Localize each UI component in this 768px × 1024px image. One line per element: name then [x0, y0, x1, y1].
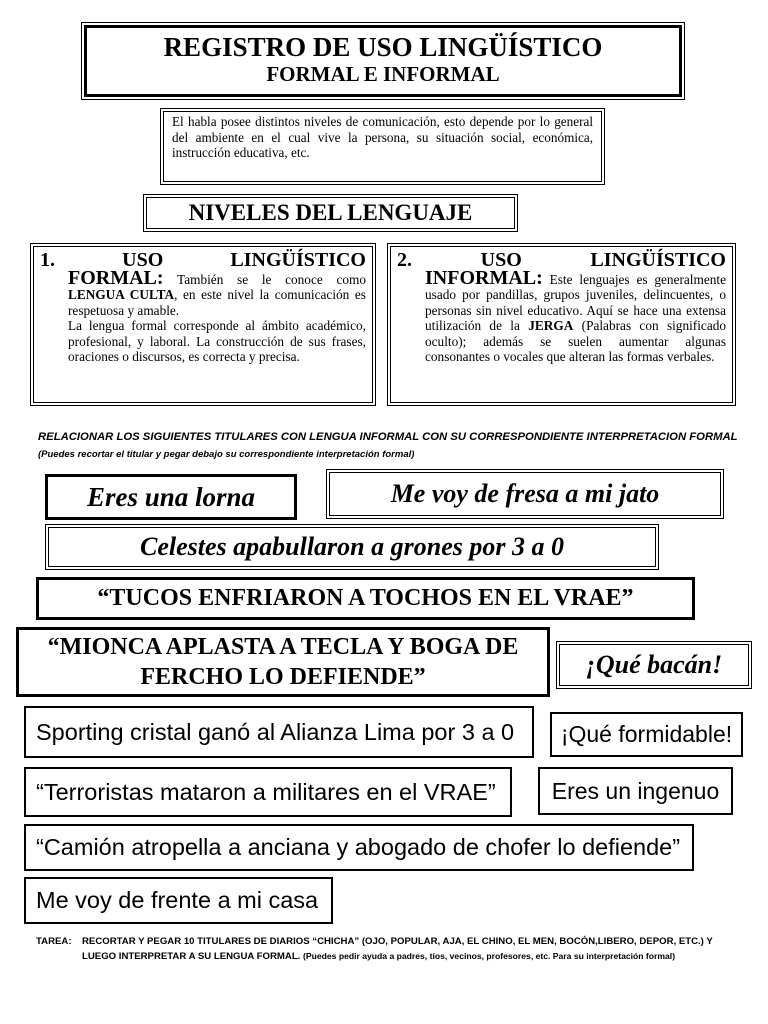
- formal-usage-box: [30, 243, 376, 406]
- formal-word-linguistico: LINGÜÍSTICO: [230, 249, 366, 271]
- informal-headline: “TUCOS ENFRIARON A TOCHOS EN EL VRAE”: [36, 577, 695, 620]
- formal-text-c: La lengua formal corresponde al ámbito académico, profesional, y laboral. La construcción de sus frases, oraciones o discursos, es correcta y precisa.: [68, 318, 366, 365]
- informal-headline: Celestes apabullaron a grones por 3 a 0: [45, 524, 659, 570]
- formal-headline: Me voy de frente a mi casa: [24, 877, 333, 924]
- homework-text-1: RECORTAR Y PEGAR 10 TITULARES DE DIARIOS “CHICHA” (OJO, POPULAR, AJA, EL CHINO, EL MEN, BOCÓN,LIBERO, DEPOR, ETC.) Y: [82, 936, 713, 947]
- formal-headline: ¡Qué formidable!: [550, 712, 743, 757]
- formal-headline: “Terroristas mataron a militares en el VRAE”: [24, 767, 512, 817]
- informal-headline: ¡Qué bacán!: [556, 641, 752, 689]
- instructions-main: RELACIONAR LOS SIGUIENTES TITULARES CON LENGUA INFORMAL CON SU CORRESPONDIENTE INTERPRETACION FORMAL: [38, 431, 738, 443]
- informal-text-b: (Palabras con significado oculto); además se suelen aumentar algunas consonantes o vocales que alteran las formas verbales.: [425, 318, 727, 365]
- intro-paragraph: El habla posee distintos niveles de comunicación, esto depende por lo general del ambiente en el cual vive la persona, su situación social, económica, instrucción educativa, etc.: [160, 108, 605, 185]
- informal-word-linguistico: LINGÜÍSTICO: [590, 249, 726, 271]
- formal-headline: Eres un ingenuo: [538, 767, 733, 815]
- homework-text-2: LUEGO INTERPRETAR A SU LENGUA FORMAL.: [82, 951, 301, 962]
- formal-headline: “Camión atropella a anciana y abogado de chofer lo defiende”: [24, 824, 694, 871]
- formal-body: [40, 267, 366, 318]
- page-title: REGISTRO DE USO LINGÜÍSTICO: [163, 32, 603, 62]
- formal-kind: FORMAL:: [68, 267, 164, 289]
- informal-headline: Eres una lorna: [45, 474, 297, 520]
- informal-headline: Me voy de fresa a mi jato: [326, 469, 724, 519]
- title-box: [84, 25, 682, 97]
- informal-usage-box: [387, 243, 736, 406]
- informal-term: JERGA: [528, 318, 574, 334]
- formal-word-uso: USO: [122, 249, 164, 271]
- informal-headline: “MIONCA APLASTA A TECLA Y BOGA DE FERCHO LO DEFIENDE”: [16, 627, 550, 697]
- homework-label: TAREA:: [36, 936, 72, 947]
- formal-number: 1.: [40, 249, 55, 271]
- informal-number: 2.: [397, 249, 412, 271]
- formal-text-a: También se le conoce como: [177, 272, 366, 287]
- homework-line-1: [36, 934, 736, 949]
- informal-text-a: Este lenguajes es generalmente usado por pandillas, grupos juveniles, delincuentes, o personas sin nivel educativo. Aquí se hace una extensa utilización de la: [425, 272, 726, 334]
- instructions-note: (Puedes recortar el titular y pegar debajo su correspondiente interpretación formal): [38, 449, 415, 460]
- informal-body: [397, 267, 727, 365]
- informal-kind: INFORMAL:: [425, 267, 543, 289]
- formal-term: LENGUA CULTA: [68, 287, 175, 303]
- informal-word-uso: USO: [480, 249, 522, 271]
- homework-note: [36, 934, 736, 964]
- formal-text-b: , en este nivel la comunicación es respetuosa y amable.: [68, 287, 366, 318]
- section-heading-niveles: NIVELES DEL LENGUAJE: [143, 194, 518, 232]
- homework-note-text: (Puedes pedir ayuda a padres, tíos, vecinos, profesores, etc. Para su interpretación formal): [303, 951, 676, 961]
- formal-headline: Sporting cristal ganó al Alianza Lima por 3 a 0: [24, 706, 534, 758]
- page-subtitle: FORMAL E INFORMAL: [266, 62, 500, 86]
- instructions: [38, 429, 738, 463]
- homework-line-2: [36, 949, 736, 964]
